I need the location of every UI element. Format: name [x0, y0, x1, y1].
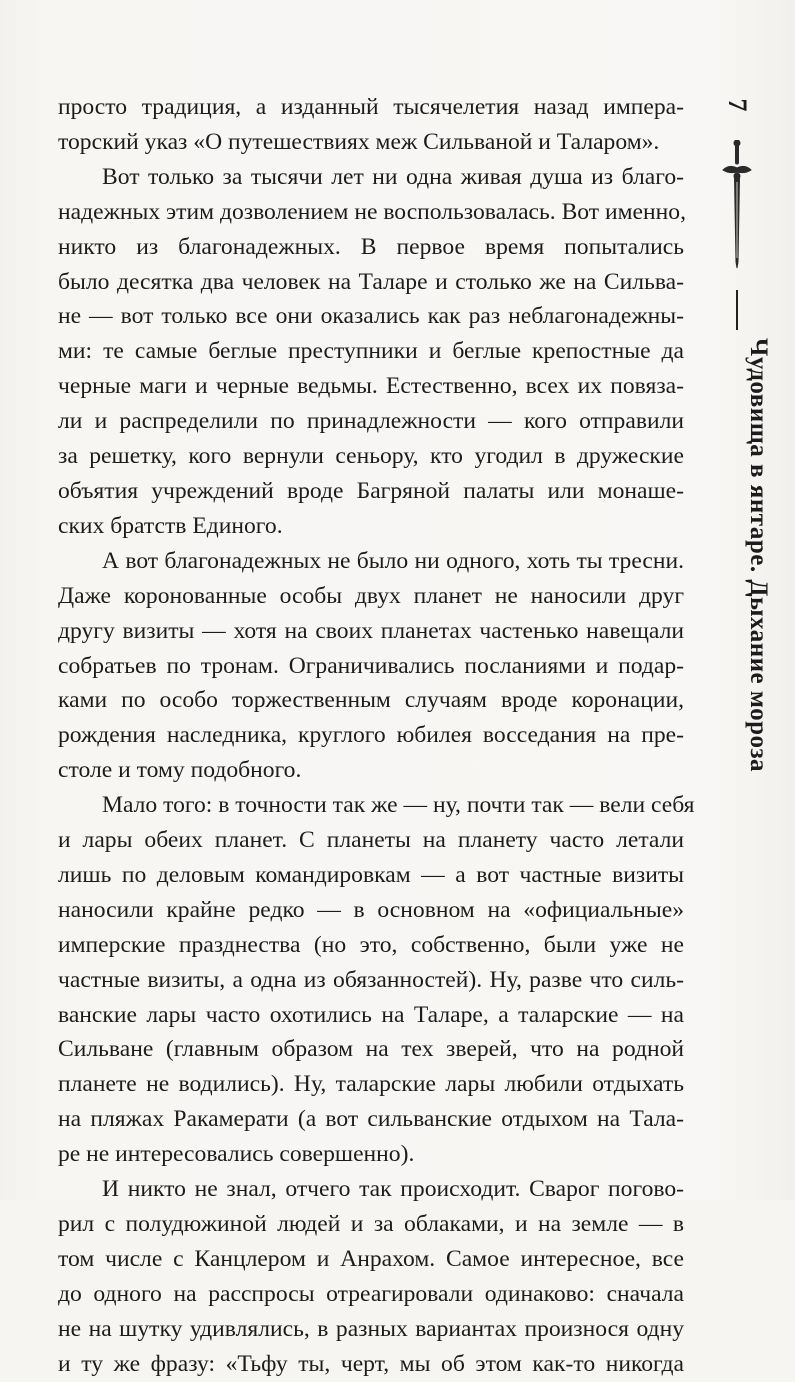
- text-line: Даже коронованные особы двух планет не наносили друг: [58, 582, 684, 609]
- text-line: Сильване (главным образом на тех зверей, что на родной: [58, 1036, 684, 1063]
- running-head: [712, 90, 772, 1150]
- paragraph: [58, 1172, 684, 1381]
- text-line: И никто не знал, отчего так происходит. Сварог погово-: [102, 1176, 684, 1203]
- text-line: было десятка два человек на Таларе и столько же на Сильва-: [58, 268, 684, 295]
- text-line: собратьев по тронам. Ограничивались посланиями и подар-: [58, 652, 684, 679]
- text-line: столе и тому подобного.: [58, 757, 302, 784]
- text-line: лишь по деловым командировкам — а вот частные визиты: [58, 861, 684, 888]
- sword-ornament-icon: [720, 140, 754, 270]
- text-line: торский указ «О путешествиях меж Сильваной и Таларом».: [58, 128, 660, 155]
- text-line: наносили крайне редко — в основном на «официальные»: [58, 896, 684, 923]
- text-line: не на шутку удивлялись, в разных вариантах произнося одну: [58, 1315, 684, 1342]
- text-line: частные визиты, а одна из обязанностей). Ну, разве что силь-: [58, 966, 684, 993]
- text-line: черные маги и черные ведьмы. Естественно, всех их повяза-: [58, 373, 684, 400]
- text-line: ли и распределили по принадлежности — кого отправили: [58, 408, 684, 435]
- text-line: объятия учреждений вроде Багряной палаты или монаше-: [58, 477, 684, 504]
- text-line: до одного на расспросы отреагировали одинаково: сначала: [58, 1280, 684, 1307]
- paragraph: [58, 160, 684, 544]
- page-number: 7: [723, 98, 752, 112]
- text-line: ских братств Единого.: [58, 512, 283, 539]
- text-line: рождения наследника, круглого юбилея восседания на пре-: [58, 722, 684, 749]
- text-line: просто традиция, а изданный тысячелетия назад импера-: [58, 94, 684, 120]
- text-line: за решетку, кого вернули сеньору, кто угодил в дружеские: [58, 443, 684, 470]
- text-line: ками по особо торжественным случаям вроде коронации,: [58, 687, 684, 714]
- text-line: имперские празднества (но это, собственно, были уже не: [58, 931, 684, 958]
- text-line: не — вот только все они оказались как раз неблагонадежны-: [58, 303, 684, 330]
- text-line: на пляжах Ракамерати (а вот сильванские отдыхом на Тала-: [58, 1106, 684, 1133]
- text-line: никто из благонадежных. В первое время попытались: [58, 233, 684, 260]
- text-line: ре не интересовались совершенно).: [58, 1141, 415, 1168]
- text-line: Мало того: в точности так же — ну, почти так — вели себя: [102, 792, 695, 819]
- book-title: Чудовища в янтаре. Дыхание мороза: [745, 338, 772, 773]
- text-line: ми: те самые беглые преступники и беглые крепостные да: [58, 338, 684, 365]
- text-line: другу визиты — хотя на своих планетах частенько навещали: [58, 617, 684, 644]
- text-line: Вот только за тысячи лет ни одна живая душа из благо-: [102, 163, 684, 190]
- text-line: и лары обеих планет. С планеты на планету часто летали: [58, 827, 684, 854]
- divider-dash: [736, 290, 738, 330]
- text-line: надежных этим дозволением не воспользовалась. Вот именно,: [58, 198, 686, 225]
- paragraph: [58, 788, 695, 1172]
- paragraph: [58, 90, 684, 160]
- text-line: А вот благонадежных не было ни одного, хоть ты тресни.: [102, 547, 684, 574]
- paragraph: [58, 544, 684, 788]
- text-line: и ту же фразу: «Тьфу ты, черт, мы об этом как-то никогда: [58, 1350, 684, 1377]
- text-line: рил с полудюжиной людей и за облаками, и на земле — в: [58, 1211, 684, 1237]
- body-text: [58, 90, 695, 1382]
- text-line: том числе с Канцлером и Анрахом. Самое интересное, все: [58, 1245, 684, 1272]
- text-line: планете не водились). Ну, таларские лары любили отдыхать: [58, 1071, 684, 1098]
- text-line: ванские лары часто охотились на Таларе, а таларские — на: [58, 1001, 684, 1028]
